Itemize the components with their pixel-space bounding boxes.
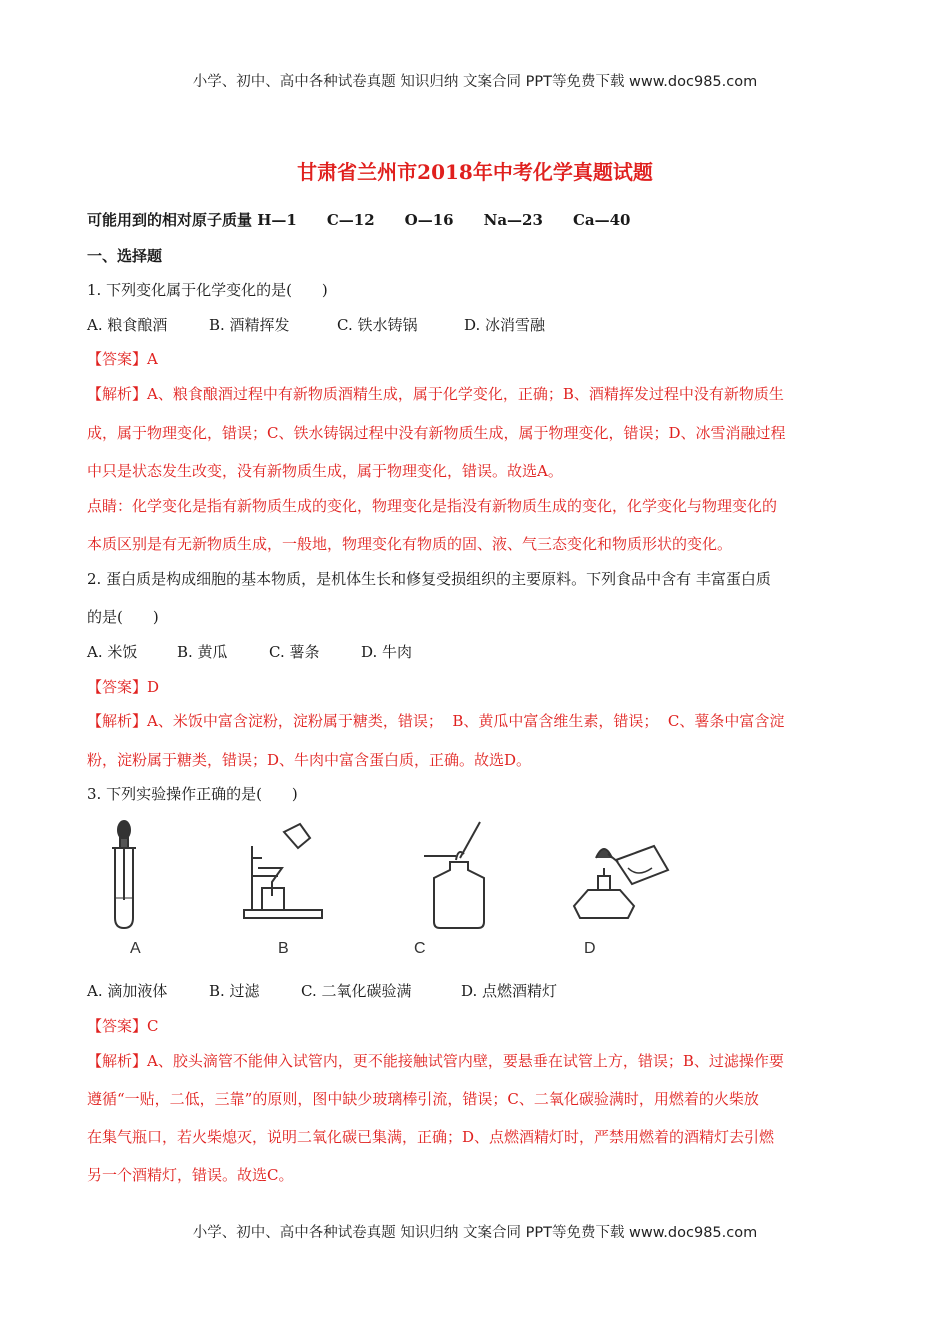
q3-answer: 【答案】C xyxy=(87,1017,159,1035)
atomic-masses xyxy=(87,210,630,230)
page-title: 甘肃省兰州市2018年中考化学真题试题 xyxy=(297,160,653,184)
q1-option-b: B. 酒精挥发 xyxy=(209,316,290,334)
q3-option-d: D. 点燃酒精灯 xyxy=(461,982,558,1000)
q1-option-d: D. 冰消雪融 xyxy=(464,316,546,334)
atomic-mass-c: C—12 xyxy=(326,211,375,229)
page-header: 小学、初中、高中各种试卷真题 知识归纳 文案合同 PPT等免费下载 www.doc985.com xyxy=(192,74,758,90)
atomic-mass-o: O—16 xyxy=(404,211,454,229)
q1-tip-line-2: 本质区别是有无新物质生成，一般地，物理变化有物质的固、液、气三态变化和物质形状的变化。 xyxy=(87,535,733,553)
q1-answer: 【答案】A xyxy=(87,350,158,368)
q1-option-a: A. 粮食酿酒 xyxy=(87,316,168,334)
q2-answer: 【答案】D xyxy=(87,678,160,696)
q2-options xyxy=(87,642,412,662)
section-heading: 一、选择题 xyxy=(87,247,163,265)
figure-b-label: B xyxy=(278,940,289,957)
q2-stem-line-2: 的是( ) xyxy=(87,608,159,626)
q3-option-a: A. 滴加液体 xyxy=(87,982,168,1000)
q1-options xyxy=(87,315,545,335)
figure-c-gas-bottle-icon xyxy=(420,818,500,933)
q2-stem-line-1: 2. 蛋白质是构成细胞的基本物质，是机体生长和修复受损组织的主要原料。下列食品中含有 丰富蛋白质 xyxy=(87,570,771,588)
q3-option-c: C. 二氧化碳验满 xyxy=(301,982,412,1000)
atomic-mass-ca: Ca—40 xyxy=(572,211,631,229)
figure-b-filtration-icon xyxy=(238,818,328,926)
q2-analysis-line-2: 粉，淀粉属于糖类，错误；D、牛肉中富含蛋白质，正确。故选D。 xyxy=(87,751,532,769)
q1-analysis-line-3: 中只是状态发生改变，没有新物质生成，属于物理变化，错误。故选A。 xyxy=(87,462,563,480)
q2-option-c: C. 薯条 xyxy=(269,643,320,661)
q3-analysis-line-2: 遵循“一贴，二低，三靠”的原则，图中缺少玻璃棒引流，错误；C、二氧化碳验满时，用燃着的火柴放 xyxy=(87,1090,759,1108)
q3-options xyxy=(87,981,557,1001)
atomic-mass-na: Na—23 xyxy=(483,211,543,229)
q3-stem: 3. 下列实验操作正确的是( ) xyxy=(87,785,298,803)
q2-option-d: D. 牛肉 xyxy=(361,643,413,661)
q3-analysis-line-1: 【解析】A、胶头滴管不能伸入试管内，更不能接触试管内壁，要悬垂在试管上方，错误；B、过滤操作要 xyxy=(87,1052,784,1070)
q2-option-a: A. 米饭 xyxy=(87,643,138,661)
q3-option-b: B. 过滤 xyxy=(209,982,260,1000)
q1-option-c: C. 铁水铸锅 xyxy=(337,316,418,334)
page-footer: 小学、初中、高中各种试卷真题 知识归纳 文案合同 PPT等免费下载 www.doc985.com xyxy=(192,1225,758,1241)
q2-analysis-line-1: 【解析】A、米饭中富含淀粉，淀粉属于糖类，错误； B、黄瓜中富含维生素，错误； C、薯条中富含淀 xyxy=(87,712,785,730)
q2-option-b: B. 黄瓜 xyxy=(177,643,228,661)
q1-stem: 1. 下列变化属于化学变化的是( ) xyxy=(87,281,328,299)
atomic-masses-label: 可能用到的相对原子质量 xyxy=(87,211,253,229)
q1-tip-line-1: 点睛：化学变化是指有新物质生成的变化，物理变化是指没有新物质生成的变化，化学变化与物理变化的 xyxy=(87,497,778,515)
figure-d-label: D xyxy=(584,940,596,957)
figure-d-alcohol-lamp-icon xyxy=(568,818,678,928)
q1-analysis-line-2: 成，属于物理变化，错误；C、铁水铸锅过程中没有新物质生成，属于物理变化，错误；D、冰雪消融过程 xyxy=(87,424,786,442)
q3-analysis-line-3: 在集气瓶口，若火柴熄灭，说明二氧化碳已集满，正确；D、点燃酒精灯时，严禁用燃着的酒精灯去引燃 xyxy=(87,1128,775,1146)
figure-a-label: A xyxy=(130,940,141,957)
atomic-mass-h: H—1 xyxy=(257,211,297,229)
q1-analysis-line-1: 【解析】A、粮食酿酒过程中有新物质酒精生成，属于化学变化，正确；B、酒精挥发过程中没有新物质生 xyxy=(87,385,784,403)
q3-analysis-line-4: 另一个酒精灯，错误。故选C。 xyxy=(87,1166,294,1184)
figure-c-label: C xyxy=(414,940,426,957)
figure-a-dropper-icon xyxy=(100,818,150,933)
